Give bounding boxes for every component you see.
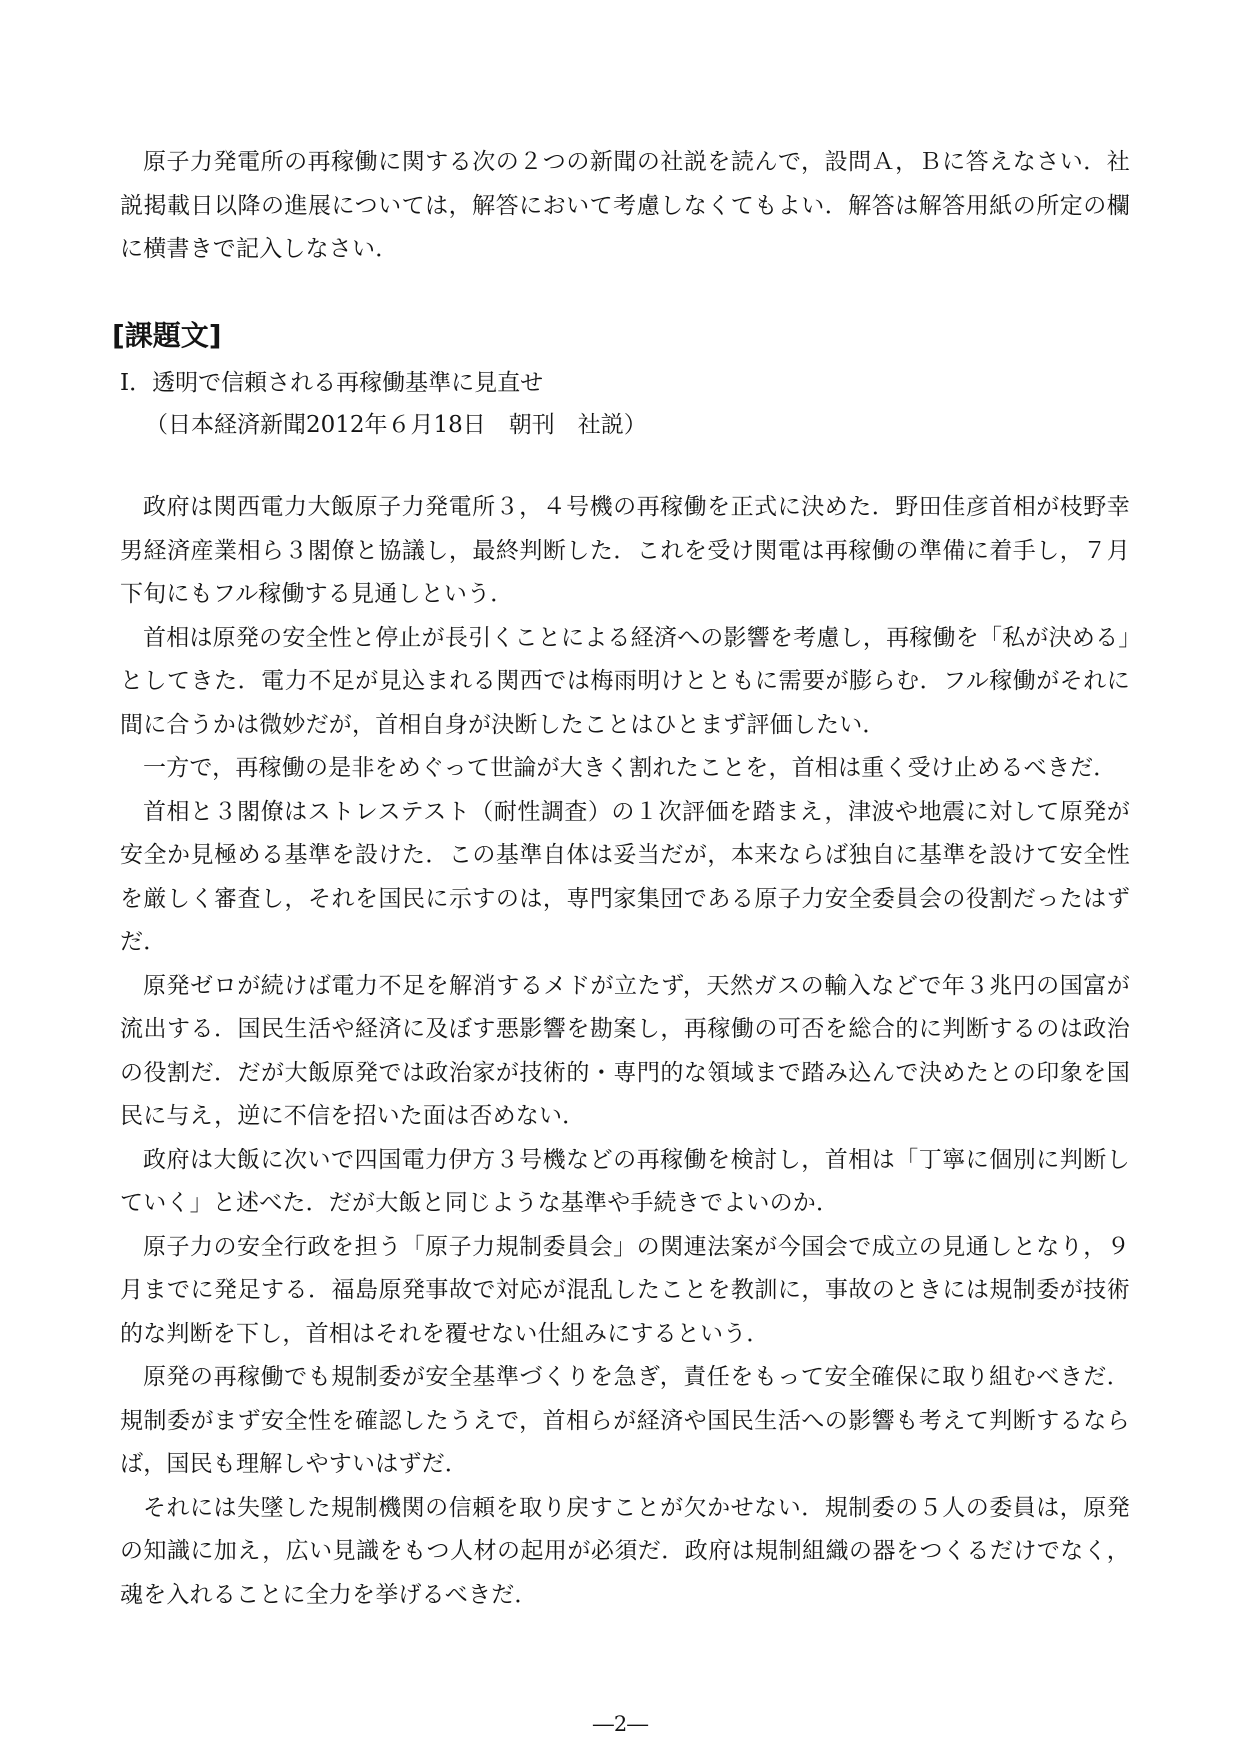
article-title: Ⅰ．透明で信頼される再稼働基準に見直せ <box>120 370 544 396</box>
article-source: （日本経済新聞2012年６月18日 朝刊 社説） <box>145 412 647 438</box>
article-paragraph: 原発の再稼働でも規制委が安全基準づくりを急ぎ，責任をもって安全確保に取り組むべきだ．規制委がまず安全性を確認したうえで，首相らが経済や国民生活への影響も考えて判断するならば，国民も理解しやすいはずだ． <box>120 1364 1130 1477</box>
page-number: ―2― <box>592 1712 649 1736</box>
article-paragraph: 原発ゼロが続けば電力不足を解消するメドが立たず，天然ガスの輸入などで年３兆円の国富が流出する．国民生活や経済に及ぼす悪影響を勘案し，再稼働の可否を総合的に判断するのは政治の役割だ．だが大飯原発では政治家が技術的・専門的な領域まで踏み込んで決めたとの印象を国民に与え，逆に不信を招いた面は否めない． <box>120 972 1130 1129</box>
instructions-paragraph: 原子力発電所の再稼働に関する次の２つの新聞の社説を読んで，設問Ａ，Ｂに答えなさい．社説掲載日以降の進展については，解答において考慮しなくてもよい．解答は解答用紙の所定の欄に横書きで記入しなさい． <box>120 149 1130 262</box>
article-paragraph: 首相は原発の安全性と停止が長引くことによる経済への影響を考慮し，再稼働を「私が決める」としてきた．電力不足が見込まれる関西では梅雨明けとともに需要が膨らむ．フル稼働がそれに間に合うかは微妙だが，首相自身が決断したことはひとまず評価したい． <box>120 624 1130 738</box>
article-paragraph: 一方で，再稼働の是非をめぐって世論が大きく割れたことを，首相は重く受け止めるべきだ． <box>143 755 1117 781</box>
section-heading: [課題文] <box>112 319 222 352</box>
article-paragraph: 政府は関西電力大飯原子力発電所３，４号機の再稼働を正式に決めた．野田佳彦首相が枝野幸男経済産業相ら３閣僚と協議し，最終判断した．これを受け関電は再稼働の準備に着手し，７月下旬にもフル稼働する見通しという． <box>120 494 1130 607</box>
article-paragraph: 政府は大飯に次いで四国電力伊方３号機などの再稼働を検討し，首相は「丁寧に個別に判断していく」と述べた．だが大飯と同じような基準や手続きでよいのか． <box>120 1146 1130 1216</box>
article-paragraph: それには失墜した規制機関の信頼を取り戻すことが欠かせない．規制委の５人の委員は，原発の知識に加え，広い見識をもつ人材の起用が必須だ．政府は規制組織の器をつくるだけでなく，魂を入れることに全力を挙げるべきだ． <box>120 1494 1130 1608</box>
article-paragraph: 首相と３閣僚はストレステスト（耐性調査）の１次評価を踏まえ，津波や地震に対して原発が安全か見極める基準を設けた．この基準自体は妥当だが，本来ならば独自に基準を設けて安全性を厳しく審査し，それを国民に示すのは，専門家集団である原子力安全委員会の役割だったはずだ． <box>120 798 1130 955</box>
article-body <box>120 486 1130 1617</box>
article-paragraph: 原子力の安全行政を担う「原子力規制委員会」の関連法案が今国会で成立の見通しとなり，９月までに発足する．福島原発事故で対応が混乱したことを教訓に，事故のときには規制委が技術的な判断を下し，首相はそれを覆せない仕組みにするという． <box>120 1233 1130 1347</box>
